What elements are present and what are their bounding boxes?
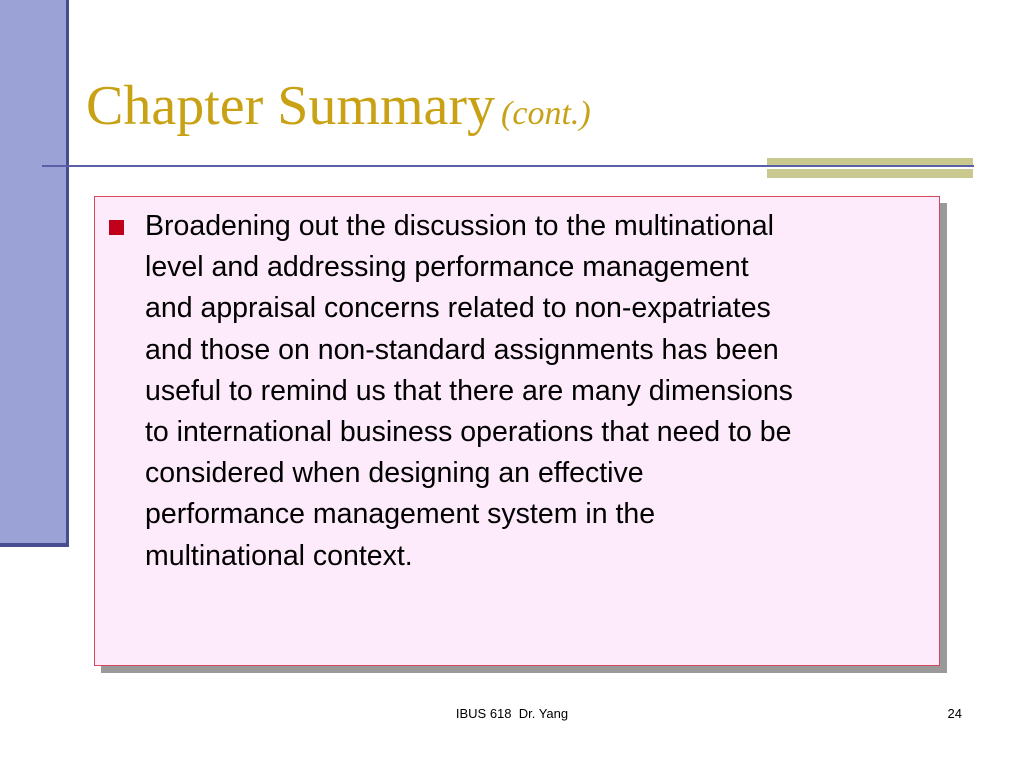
left-bar-shadow	[0, 543, 69, 547]
slide-title-suffix: (cont.)	[501, 95, 591, 132]
slide-title-main: Chapter Summary	[86, 75, 496, 137]
bullet-item	[109, 206, 929, 577]
content-box	[94, 196, 940, 666]
bullet-text: Broadening out the discussion to the multinational level and addressing performance management and appraisal concerns related to non-expatriates and those on non-standard assignments has been useful to remind us that there are many dimensions to international business operations that need to be considered when designing an effective performance management system in the multinational context.	[145, 210, 793, 572]
left-bar-edge	[66, 0, 69, 547]
footer-text: IBUS 618 Dr. Yang	[455, 706, 569, 721]
left-decorative-bar	[0, 0, 66, 545]
title-divider-line	[42, 165, 974, 167]
slide-title	[86, 75, 591, 137]
page-number: 24	[947, 706, 962, 721]
accent-bar-bottom	[767, 169, 973, 178]
square-bullet-icon	[109, 220, 124, 235]
